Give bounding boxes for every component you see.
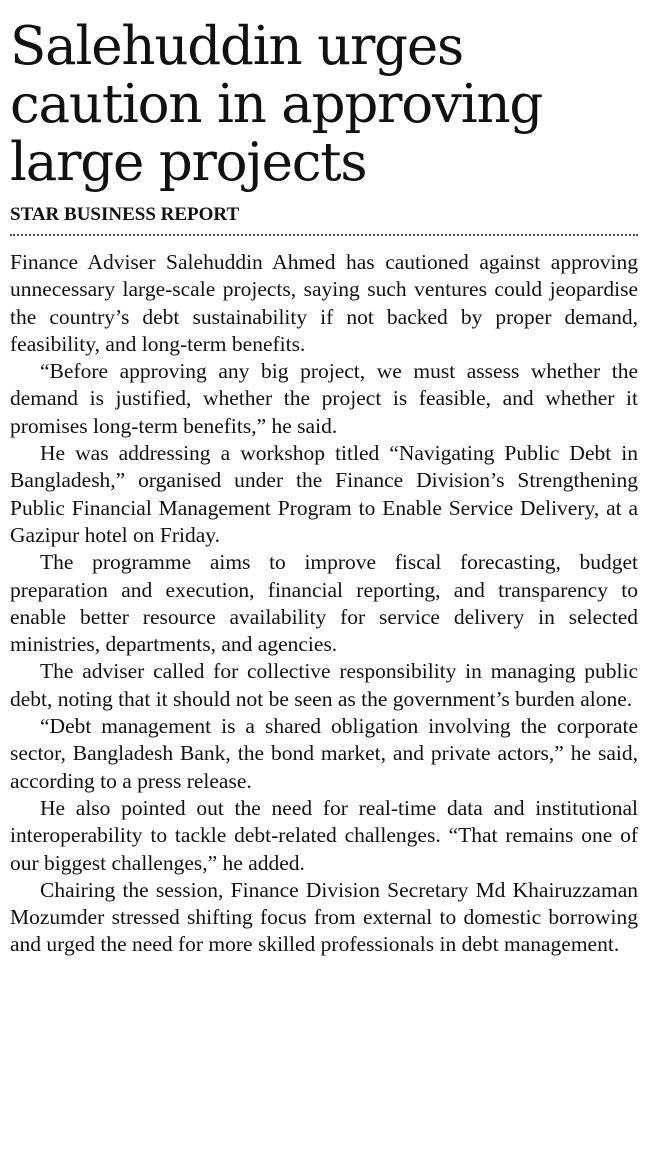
dotted-divider bbox=[10, 234, 638, 236]
paragraph: “Before approving any big project, we must assess whether the demand is justified, whether the project is feasible, and whether it promises long-term benefits,” he said. bbox=[10, 359, 638, 438]
paragraph: Chairing the session, Finance Division Secretary Md Khairuzzaman Mozumder stressed shifting focus from external to domestic borrowing and urged the need for more skilled professionals in debt management. bbox=[10, 877, 638, 957]
article-body bbox=[10, 249, 638, 959]
byline: STAR BUSINESS REPORT bbox=[10, 204, 240, 225]
headline: Salehuddin urges caution in approving large projects bbox=[10, 16, 543, 193]
paragraph: “Debt management is a shared obligation involving the corporate sector, Bangladesh Bank, the bond market, and private actors,” he said, according to a press release. bbox=[10, 714, 638, 793]
paragraph: The programme aims to improve fiscal forecasting, budget preparation and execution, financial reporting, and transparency to enable better resource availability for service delivery in selected ministries, departments, and agencies. bbox=[10, 550, 638, 657]
paragraph: He was addressing a workshop titled “Navigating Public Debt in Bangladesh,” organised under the Finance Division’s Strengthening Public Financial Management Program to Enable Service Delivery, at a Gazipur hotel on Friday. bbox=[10, 441, 638, 547]
paragraph: The adviser called for collective responsibility in managing public debt, noting that it should not be seen as the government’s burden alone. bbox=[10, 659, 638, 711]
paragraph: He also pointed out the need for real-time data and institutional interoperability to tackle debt-related challenges. “That remains one of our biggest challenges,” he added. bbox=[10, 795, 638, 875]
news-article bbox=[10, 18, 638, 959]
paragraph: Finance Adviser Salehuddin Ahmed has cautioned against approving unnecessary large-scale projects, saying such ventures could jeopardise the country’s debt sustainability if not backed by proper demand, feasibility, and long-term benefits. bbox=[10, 250, 638, 356]
